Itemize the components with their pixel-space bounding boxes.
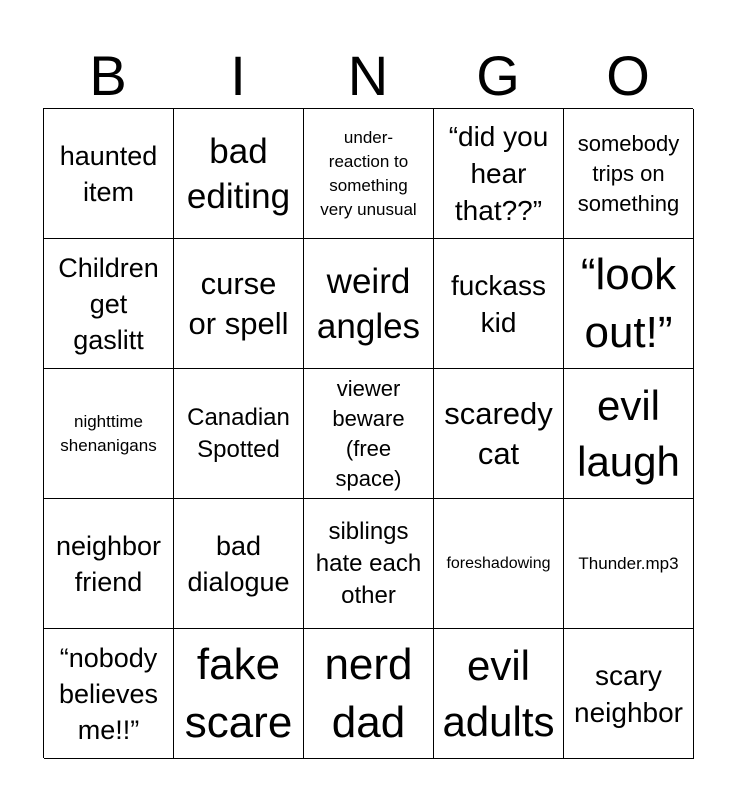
- bingo-cell[interactable]: [44, 499, 174, 629]
- header-letter-o: O: [606, 44, 650, 107]
- bingo-cell[interactable]: [564, 499, 694, 629]
- cell-text: Children get gaslitt: [58, 252, 159, 355]
- cell-text: evil adults: [442, 641, 555, 745]
- bingo-cell[interactable]: [434, 499, 564, 629]
- bingo-cell[interactable]: [44, 109, 174, 239]
- cell-text: fake scare: [184, 639, 293, 747]
- cell-text: Canadian Spotted: [187, 403, 290, 463]
- cell-text: haunted item: [59, 140, 158, 207]
- bingo-cell[interactable]: [44, 629, 174, 759]
- bingo-cell[interactable]: [434, 369, 564, 499]
- cell-text: weird angles: [316, 261, 421, 346]
- bingo-cell[interactable]: [174, 109, 304, 239]
- cell-text: evil laugh: [577, 381, 680, 485]
- bingo-cell[interactable]: [304, 369, 434, 499]
- bingo-cell[interactable]: [564, 239, 694, 369]
- cell-text: curse or spell: [188, 265, 289, 341]
- cell-text: bad editing: [186, 131, 291, 216]
- header-letter-b: B: [89, 44, 127, 107]
- header-letter-i: I: [230, 44, 246, 107]
- bingo-cell[interactable]: [434, 109, 564, 239]
- cell-text: nerd dad: [324, 639, 413, 747]
- bingo-cell[interactable]: [434, 629, 564, 759]
- bingo-cell[interactable]: [174, 369, 304, 499]
- header-letter-n: N: [347, 44, 389, 107]
- bingo-cell[interactable]: [174, 629, 304, 759]
- bingo-cell[interactable]: [174, 239, 304, 369]
- cell-text: neighbor friend: [55, 530, 162, 597]
- cell-text: bad dialogue: [187, 530, 290, 597]
- cell-text: fuckass kid: [451, 269, 546, 338]
- bingo-cell[interactable]: [44, 239, 174, 369]
- cell-text: “nobody believes me!!”: [58, 642, 159, 745]
- bingo-cell[interactable]: [174, 499, 304, 629]
- bingo-cell[interactable]: [564, 629, 694, 759]
- cell-text: scary neighbor: [574, 659, 683, 728]
- cell-text: somebody trips on something: [577, 130, 680, 216]
- bingo-header: [43, 44, 693, 108]
- bingo-cell[interactable]: [44, 369, 174, 499]
- cell-text: Thunder.mp3: [578, 553, 679, 573]
- cell-text: nighttime shenanigans: [60, 411, 157, 455]
- header-letter-g: G: [476, 44, 520, 107]
- bingo-cell[interactable]: [564, 369, 694, 499]
- cell-text: under- reaction to something very unusual: [320, 127, 417, 219]
- bingo-cell[interactable]: [304, 629, 434, 759]
- cell-text: “look out!”: [580, 249, 677, 357]
- cell-text: scaredy cat: [444, 395, 553, 471]
- bingo-cell[interactable]: [304, 499, 434, 629]
- cell-text: siblings hate each other: [315, 517, 422, 609]
- bingo-cell[interactable]: [434, 239, 564, 369]
- cell-text: foreshadowing: [446, 555, 551, 572]
- bingo-cell[interactable]: [304, 239, 434, 369]
- bingo-grid: [43, 108, 693, 758]
- cell-text: viewer beware (free space): [332, 375, 405, 491]
- bingo-cell[interactable]: [564, 109, 694, 239]
- bingo-cell[interactable]: [304, 109, 434, 239]
- cell-text: “did you hear that??”: [448, 121, 549, 226]
